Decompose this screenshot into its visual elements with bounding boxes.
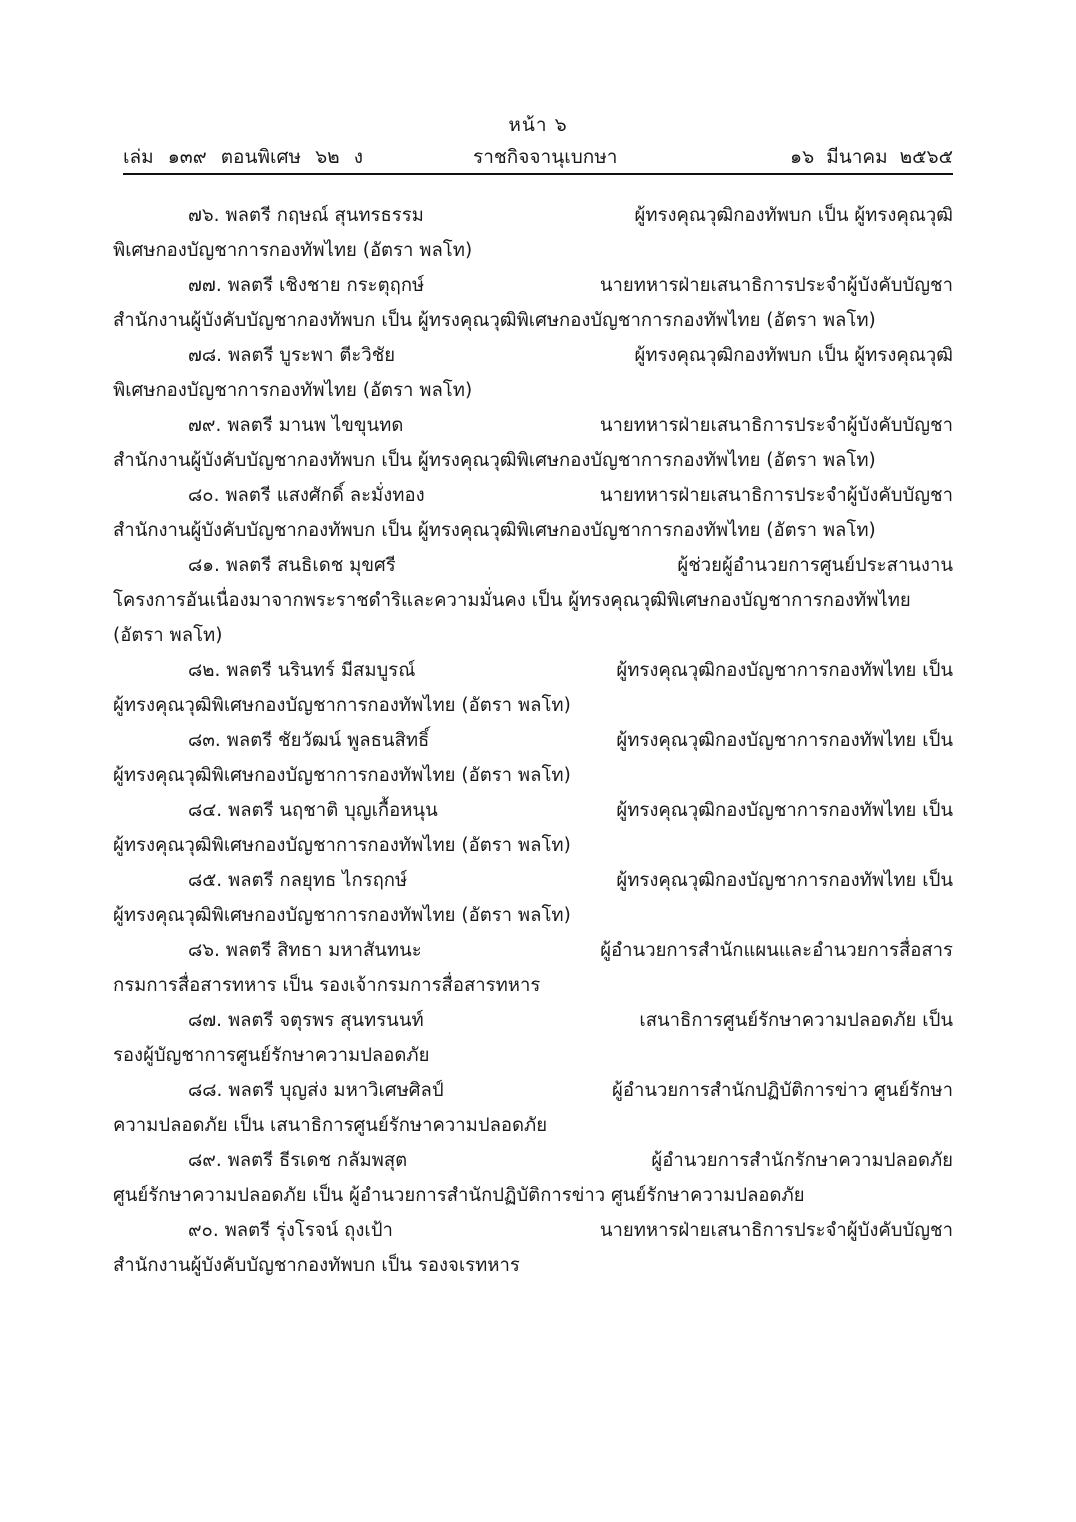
- entry-number-name: ๘๕. พลตรี กลยุทธ ไกรฤกษ์: [188, 870, 408, 891]
- appointment-entry: [113, 198, 953, 268]
- appointment-entry: [113, 793, 953, 863]
- entry-continuation-line: ผู้ทรงคุณวุฒิพิเศษกองบัญชาการกองทัพไทย (อัตรา พลโท): [113, 695, 571, 716]
- entry-continuation-line: สำนักงานผู้บังคับบัญชากองทัพบก เป็น ผู้ทรงคุณวุฒิพิเศษกองบัญชาการกองทัพไทย (อัตรา พลโท): [113, 310, 876, 331]
- entry-number-name: ๘๗. พลตรี จตุรพร สุนทรนนท์: [188, 1010, 424, 1031]
- publication-date: ๑๖ มีนาคม ๒๕๖๕: [790, 146, 953, 168]
- publication-title: ราชกิจจานุเบกษา: [473, 146, 618, 168]
- page-number: หน้า ๖: [508, 114, 568, 136]
- entry-current-position: ผู้อำนวยการสำนักรักษาความปลอดภัย: [651, 1150, 953, 1171]
- appointment-entry: [113, 723, 953, 793]
- entry-continuation-line: ผู้ทรงคุณวุฒิพิเศษกองบัญชาการกองทัพไทย (อัตรา พลโท): [113, 835, 571, 856]
- entry-current-position: ผู้ช่วยผู้อำนวยการศูนย์ประสานงาน: [677, 555, 953, 576]
- entry-number-name: ๘๒. พลตรี นรินทร์ มีสมบูรณ์: [188, 660, 416, 681]
- entry-current-position: ผู้ทรงคุณวุฒิกองบัญชาการกองทัพไทย เป็น: [616, 870, 953, 891]
- entry-number-name: ๙๐. พลตรี รุ่งโรจน์ ถุงเป้า: [188, 1220, 393, 1241]
- appointment-list: [113, 198, 953, 1283]
- entry-continuation-line: (อัตรา พลโท): [113, 625, 223, 646]
- entry-number-name: ๘๔. พลตรี นฤชาติ บุญเกื้อหนุน: [188, 800, 438, 821]
- appointment-entry: [113, 1143, 953, 1213]
- entry-number-name: ๗๖. พลตรี กฤษณ์ สุนทรธรรม: [188, 205, 424, 226]
- entry-number-name: ๘๖. พลตรี สิทธา มหาสันทนะ: [188, 940, 422, 961]
- header-rule: [123, 173, 953, 175]
- entry-current-position: ผู้อำนวยการสำนักปฏิบัติการข่าว ศูนย์รักษา: [612, 1080, 953, 1101]
- entry-current-position: นายทหารฝ่ายเสนาธิการประจำผู้บังคับบัญชา: [599, 485, 953, 506]
- entry-continuation-line: ผู้ทรงคุณวุฒิพิเศษกองบัญชาการกองทัพไทย (อัตรา พลโท): [113, 905, 571, 926]
- appointment-entry: [113, 933, 953, 1003]
- entry-current-position: นายทหารฝ่ายเสนาธิการประจำผู้บังคับบัญชา: [599, 415, 953, 436]
- entry-current-position: ผู้ทรงคุณวุฒิกองทัพบก เป็น ผู้ทรงคุณวุฒิ: [634, 345, 953, 366]
- volume-issue: เล่ม ๑๓๙ ตอนพิเศษ ๖๒ ง: [123, 146, 363, 168]
- gazette-header: [123, 142, 953, 170]
- entry-current-position: เสนาธิการศูนย์รักษาความปลอดภัย เป็น: [639, 1010, 953, 1031]
- entry-number-name: ๗๙. พลตรี มานพ ไขขุนทด: [188, 415, 404, 436]
- entry-continuation-line: พิเศษกองบัญชาการกองทัพไทย (อัตรา พลโท): [113, 380, 473, 401]
- appointment-entry: [113, 1213, 953, 1283]
- entry-number-name: ๘๙. พลตรี ธีรเดช กลัมพสุต: [188, 1150, 408, 1171]
- entry-continuation-line: สำนักงานผู้บังคับบัญชากองทัพบก เป็น รองจเรทหาร: [113, 1255, 520, 1276]
- entry-current-position: ผู้อำนวยการสำนักแผนและอำนวยการสื่อสาร: [600, 940, 953, 961]
- entry-number-name: ๘๘. พลตรี บุญส่ง มหาวิเศษศิลป์: [188, 1080, 444, 1101]
- entry-current-position: ผู้ทรงคุณวุฒิกองบัญชาการกองทัพไทย เป็น: [616, 660, 953, 681]
- appointment-entry: [113, 408, 953, 478]
- appointment-entry: [113, 863, 953, 933]
- entry-current-position: นายทหารฝ่ายเสนาธิการประจำผู้บังคับบัญชา: [599, 275, 953, 296]
- entry-number-name: ๗๘. พลตรี บูระพา ตีะวิชัย: [188, 345, 396, 366]
- entry-number-name: ๘๐. พลตรี แสงศักดิ์ ละมั่งทอง: [188, 485, 425, 506]
- entry-number-name: ๗๗. พลตรี เชิงชาย กระตุฤกษ์: [188, 275, 425, 296]
- appointment-entry: [113, 1003, 953, 1073]
- appointment-entry: [113, 548, 953, 653]
- appointment-entry: [113, 1073, 953, 1143]
- entry-continuation-line: ผู้ทรงคุณวุฒิพิเศษกองบัญชาการกองทัพไทย (อัตรา พลโท): [113, 765, 571, 786]
- entry-continuation-line: สำนักงานผู้บังคับบัญชากองทัพบก เป็น ผู้ทรงคุณวุฒิพิเศษกองบัญชาการกองทัพไทย (อัตรา พลโท): [113, 520, 876, 541]
- appointment-entry: [113, 653, 953, 723]
- entry-continuation-line: ศูนย์รักษาความปลอดภัย เป็น ผู้อำนวยการสำนักปฏิบัติการข่าว ศูนย์รักษาความปลอดภัย: [113, 1185, 805, 1206]
- entry-number-name: ๘๑. พลตรี สนธิเดช มุขศรี: [188, 555, 396, 576]
- entry-current-position: ผู้ทรงคุณวุฒิกองบัญชาการกองทัพไทย เป็น: [616, 730, 953, 751]
- entry-current-position: ผู้ทรงคุณวุฒิกองบัญชาการกองทัพไทย เป็น: [616, 800, 953, 821]
- entry-current-position: นายทหารฝ่ายเสนาธิการประจำผู้บังคับบัญชา: [599, 1220, 953, 1241]
- entry-current-position: ผู้ทรงคุณวุฒิกองทัพบก เป็น ผู้ทรงคุณวุฒิ: [634, 205, 953, 226]
- appointment-entry: [113, 338, 953, 408]
- entry-number-name: ๘๓. พลตรี ชัยวัฒน์ พูลธนสิทธิ์: [188, 730, 430, 751]
- entry-continuation-line: กรมการสื่อสารทหาร เป็น รองเจ้ากรมการสื่อสารทหาร: [113, 975, 541, 996]
- entry-continuation-line: พิเศษกองบัญชาการกองทัพไทย (อัตรา พลโท): [113, 240, 473, 261]
- appointment-entry: [113, 268, 953, 338]
- entry-continuation-line: โครงการอันเนื่องมาจากพระราชดำริและความมั่นคง เป็น ผู้ทรงคุณวุฒิพิเศษกองบัญชาการกองทัพไทย: [113, 590, 911, 611]
- entry-continuation-line: สำนักงานผู้บังคับบัญชากองทัพบก เป็น ผู้ทรงคุณวุฒิพิเศษกองบัญชาการกองทัพไทย (อัตรา พลโท): [113, 450, 876, 471]
- entry-continuation-line: ความปลอดภัย เป็น เสนาธิการศูนย์รักษาความปลอดภัย: [113, 1115, 548, 1136]
- entry-continuation-line: รองผู้บัญชาการศูนย์รักษาความปลอดภัย: [113, 1045, 430, 1066]
- appointment-entry: [113, 478, 953, 548]
